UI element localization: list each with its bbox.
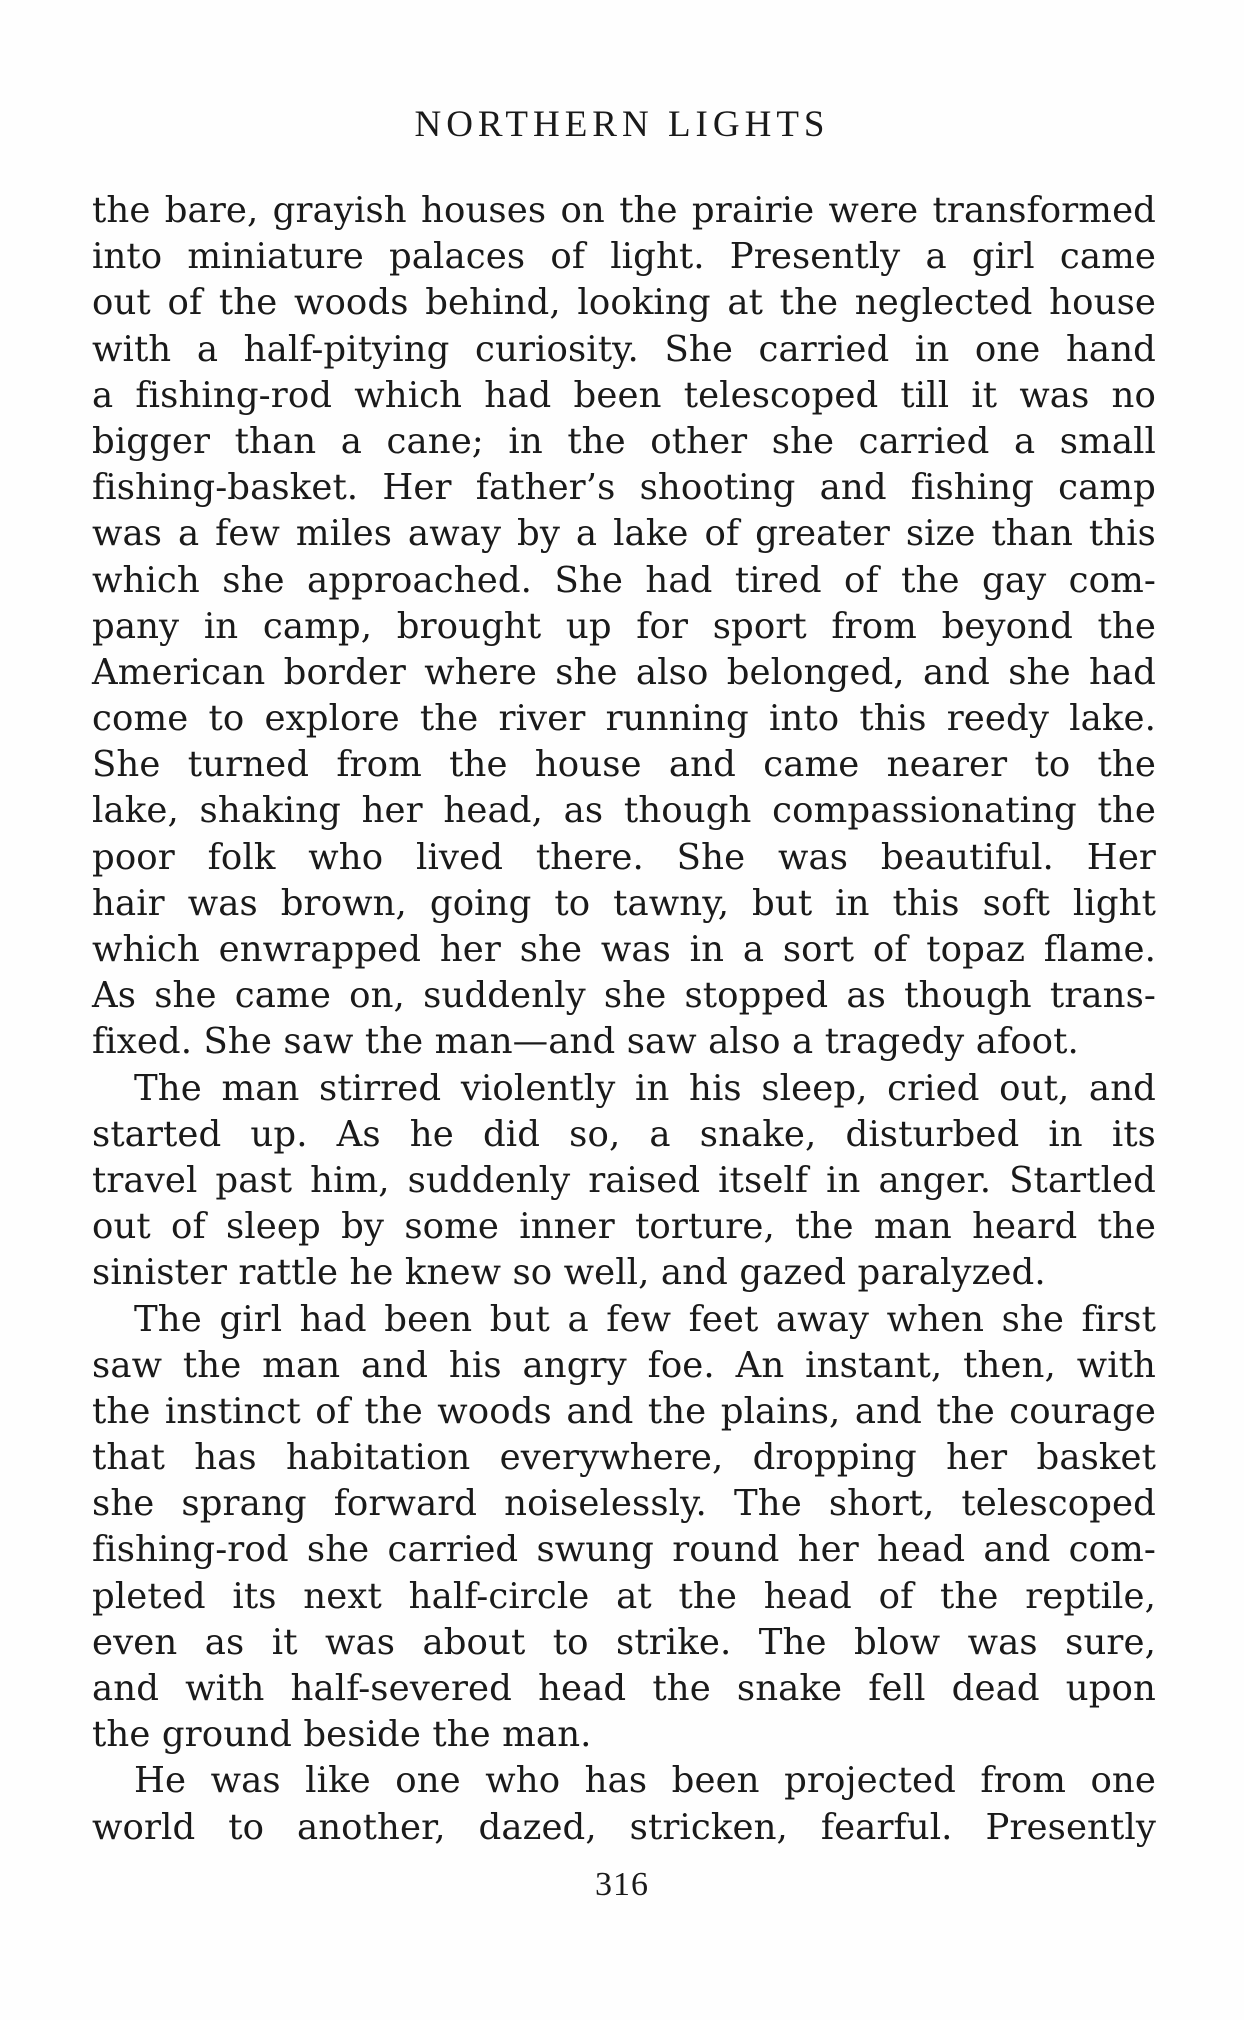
text-line: the bare, grayish houses on the prairie were transformed: [92, 190, 1156, 231]
paragraph-start-line: The man stirred violently in his sleep, cried out, and: [134, 1067, 1156, 1109]
text-line: fishing-basket. Her father’s shooting and fishing camp: [92, 467, 1156, 509]
text-line: out of sleep by some inner torture, the man heard the: [92, 1206, 1156, 1248]
text-line: come to explore the river running into this reedy lake.: [92, 698, 1156, 740]
text-line: with a half-pitying curiosity. She carried in one hand: [92, 328, 1156, 370]
running-head: NORTHERN LIGHTS: [414, 104, 830, 145]
text-line: into miniature palaces of light. Presently a girl came: [92, 236, 1156, 278]
text-line: the ground beside the man.: [92, 1714, 592, 1756]
body-text: [92, 188, 1156, 1851]
text-line: poor folk who lived there. She was beautiful. Her: [92, 836, 1156, 878]
paragraph-start-line: He was like one who has been projected from one: [134, 1760, 1156, 1802]
text-line: and with half-severed head the snake fell dead upon: [92, 1668, 1156, 1709]
text-line: pleted its next half-circle at the head of the reptile,: [92, 1575, 1156, 1617]
text-line: hair was brown, going to tawny, but in this soft light: [92, 882, 1156, 924]
text-line: the instinct of the woods and the plains, and the courage: [92, 1390, 1156, 1432]
text-line: even as it was about to strike. The blow was sure,: [92, 1621, 1156, 1663]
text-line: started up. As he did so, a snake, disturbed in its: [92, 1113, 1156, 1155]
text-line: travel past him, suddenly raised itself in anger. Startled: [92, 1159, 1156, 1201]
text-line: As she came on, suddenly she stopped as though trans-: [92, 975, 1156, 1017]
text-line: sinister rattle he knew so well, and gazed paralyzed.: [92, 1252, 1046, 1294]
text-line: a fishing-rod which had been telescoped till it was no: [92, 374, 1156, 416]
text-line: American border where she also belonged, and she had: [92, 651, 1156, 693]
page-number: 316: [595, 1866, 649, 1903]
text-line: fishing-rod she carried swung round her head and com-: [92, 1529, 1156, 1571]
text-line: fixed. She saw the man—and saw also a tragedy afoot.: [92, 1021, 1079, 1063]
text-line: She turned from the house and came nearer to the: [92, 744, 1156, 786]
text-line: saw the man and his angry foe. An instant, then, with: [92, 1344, 1156, 1386]
text-line: which she approached. She had tired of the gay com-: [92, 559, 1156, 601]
text-line: that has habitation everywhere, dropping her basket: [92, 1437, 1156, 1479]
text-line: lake, shaking her head, as though compassionating the: [92, 790, 1156, 832]
text-line: bigger than a cane; in the other she carried a small: [92, 420, 1156, 462]
text-line: pany in camp, brought up for sport from beyond the: [92, 605, 1156, 647]
text-line: was a few miles away by a lake of greater size than this: [92, 513, 1156, 555]
text-line: which enwrapped her she was in a sort of topaz flame.: [92, 929, 1156, 970]
text-line: out of the woods behind, looking at the neglected house: [92, 282, 1156, 324]
text-line: she sprang forward noiselessly. The short, telescoped: [92, 1483, 1156, 1525]
text-line: world to another, dazed, stricken, fearful. Presently: [92, 1806, 1156, 1848]
paragraph-start-line: The girl had been but a few feet away when she first: [134, 1298, 1156, 1340]
